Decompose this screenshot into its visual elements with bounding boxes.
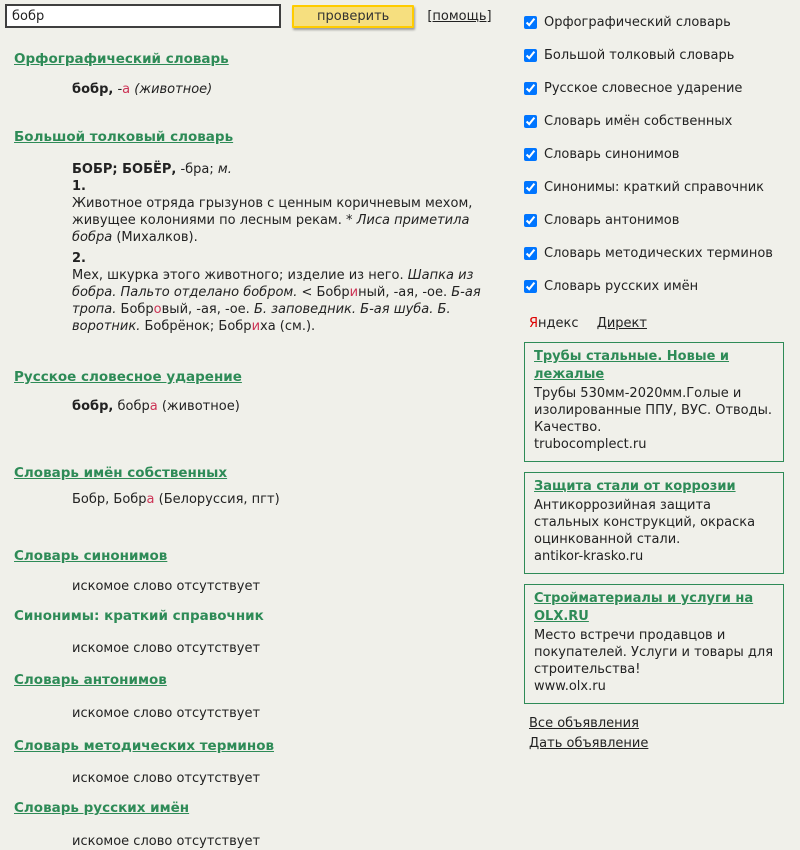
text-segment: искомое слово отсутствует <box>72 834 261 849</box>
checkbox-label[interactable]: Словарь антонимов <box>544 213 680 228</box>
dict-entry-not-found <box>72 640 512 657</box>
help-link[interactable]: [помощь] <box>427 8 492 24</box>
dict-option-methodical-terms <box>524 245 800 262</box>
text-segment: а <box>122 82 131 97</box>
dict-option-synonyms <box>524 146 800 163</box>
text-segment: Шапка из бобра. Пальто отделано бобром. <box>72 268 474 300</box>
text-segment: а <box>149 399 158 414</box>
dict-option-stress <box>524 80 800 97</box>
ad-title[interactable]: Трубы стальные. Новые и лежалые <box>534 349 730 382</box>
check-button[interactable]: проверить <box>292 5 414 28</box>
dict-checkbox-synonyms[interactable] <box>524 148 537 161</box>
checkbox-label[interactable]: Словарь методических терминов <box>544 246 773 261</box>
text-segment: вый, -ая, -ое. <box>161 302 254 317</box>
text-segment: Бобр, Бобр <box>72 492 147 507</box>
dict-checkbox-synonyms-brief[interactable] <box>524 181 537 194</box>
dict-entry <box>72 81 512 98</box>
text-segment: (Белоруссия, пгт) <box>154 492 280 507</box>
post-ad-link[interactable]: Дать объявление <box>529 736 649 751</box>
text-segment: а <box>146 492 155 507</box>
checkbox-label[interactable]: Словарь синонимов <box>544 147 680 162</box>
text-segment: < Бобр <box>297 285 350 300</box>
dict-checkbox-orthographic[interactable] <box>524 16 537 29</box>
dict-checkbox-methodical-terms[interactable] <box>524 247 537 260</box>
ad-card <box>524 584 784 704</box>
checkbox-label[interactable]: Словарь русских имён <box>544 279 699 294</box>
text-segment: бобр <box>113 399 150 414</box>
text-segment: БОБР; БОБЁР, <box>72 162 177 177</box>
text-segment: Б-ая тропа. <box>72 285 481 317</box>
dict-entry <box>72 491 512 508</box>
dict-option-explanatory <box>524 47 800 64</box>
section-title-synonyms-brief: Синонимы: краткий справочник <box>14 608 264 624</box>
text-segment: * Лиса приметила бобра <box>72 213 470 245</box>
yandex-logo-letter: Я <box>529 316 539 331</box>
text-segment: бобр, <box>72 82 114 97</box>
dict-checkbox-antonyms[interactable] <box>524 214 537 227</box>
text-segment: Мех, шкурка этого животного; изделие из него. <box>72 268 408 283</box>
ad-title[interactable]: Стройматериалы и услуги на OLX.RU <box>534 591 754 624</box>
dict-entry-sense-number <box>72 178 512 195</box>
dict-entry-definition <box>72 267 512 335</box>
dict-option-russian-names <box>524 278 800 295</box>
dict-entry-not-found <box>72 833 512 850</box>
text-segment: искомое слово отсутствует <box>72 579 261 594</box>
dict-entry-definition <box>72 195 512 246</box>
text-segment: 1. <box>72 179 86 194</box>
dict-entry-headword <box>72 161 512 178</box>
text-segment: -бра; <box>176 162 218 177</box>
ad-card <box>524 472 784 574</box>
yandex-logo <box>529 316 579 331</box>
text-segment: Бобр <box>116 302 154 317</box>
dict-entry-not-found <box>72 770 512 787</box>
yandex-direct-header <box>529 315 800 332</box>
dict-entry-sense-number <box>72 250 512 267</box>
dict-entry <box>72 398 512 415</box>
text-segment: - <box>113 82 123 97</box>
text-segment: ха (см.). <box>260 319 316 334</box>
text-segment: Б. заповедник. Б-ая шуба. Б. воротник. <box>72 302 451 334</box>
section-title-orthographic[interactable]: Орфографический словарь <box>14 51 229 67</box>
text-segment: бобр, <box>72 399 114 414</box>
checkbox-label[interactable]: Синонимы: краткий справочник <box>544 180 764 195</box>
dict-checkbox-stress[interactable] <box>524 82 537 95</box>
ad-title[interactable]: Защита стали от коррозии <box>534 479 736 494</box>
ad-body: Трубы 530мм-2020мм.Голые и изолированные ППУ, ВУС. Отводы. Качество. <box>534 386 773 435</box>
all-ads-link[interactable]: Все объявления <box>529 716 639 731</box>
text-segment: и <box>251 319 261 334</box>
ad-body: Антикоррозийная защита стальных конструкций, окраска оцинкованной стали. <box>534 498 756 547</box>
checkbox-label[interactable]: Большой толковый словарь <box>544 48 735 63</box>
text-segment: и <box>349 285 359 300</box>
checkbox-label[interactable]: Словарь имён собственных <box>544 114 733 129</box>
checkbox-label[interactable]: Русское словесное ударение <box>544 81 743 96</box>
section-title-proper-names[interactable]: Словарь имён собственных <box>14 465 228 481</box>
dict-checkbox-proper-names[interactable] <box>524 115 537 128</box>
section-title-synonyms[interactable]: Словарь синонимов <box>14 548 168 564</box>
text-segment: о <box>153 302 162 317</box>
dict-checkbox-explanatory[interactable] <box>524 49 537 62</box>
text-segment: искомое слово отсутствует <box>72 706 261 721</box>
text-segment: 2. <box>72 251 86 266</box>
ad-body: Место встречи продавцов и покупателей. Услуги и товары для строительства! <box>534 628 774 677</box>
ad-url: trubocomplect.ru <box>534 437 647 452</box>
dict-checkbox-russian-names[interactable] <box>524 280 537 293</box>
direct-link[interactable]: Директ <box>596 316 647 331</box>
text-segment: искомое слово отсутствует <box>72 771 261 786</box>
dict-option-orthographic <box>524 14 800 31</box>
ad-footer-links <box>529 714 800 754</box>
text-segment: ный, -ая, -ое. <box>358 285 452 300</box>
search-input[interactable] <box>5 4 281 28</box>
section-title-antonyms[interactable]: Словарь антонимов <box>14 672 167 688</box>
section-title-stress[interactable]: Русское словесное ударение <box>14 369 242 385</box>
section-title-methodical-terms[interactable]: Словарь методических терминов <box>14 738 275 754</box>
section-title-explanatory[interactable]: Большой толковый словарь <box>14 129 234 145</box>
text-segment: Бобрёнок; Бобр <box>140 319 252 334</box>
search-form <box>5 4 520 28</box>
checkbox-label[interactable]: Орфографический словарь <box>544 15 731 30</box>
ad-url: www.olx.ru <box>534 679 606 694</box>
text-segment: (животное) <box>134 82 213 97</box>
dict-option-antonyms <box>524 212 800 229</box>
yandex-logo-rest: ндекс <box>538 316 579 331</box>
ad-card <box>524 342 784 462</box>
text-segment: (Михалков). <box>112 230 198 245</box>
dict-entry-not-found <box>72 705 512 722</box>
sidebar-column <box>520 0 800 850</box>
ad-url: antikor-krasko.ru <box>534 549 644 564</box>
text-segment: (животное) <box>157 399 240 414</box>
text-segment: м. <box>217 162 232 177</box>
section-title-russian-names[interactable]: Словарь русских имён <box>14 800 190 816</box>
text-segment: искомое слово отсутствует <box>72 641 261 656</box>
dict-entry-not-found <box>72 578 512 595</box>
text-segment: Животное отряда грызунов с ценным коричневым мехом, живущее колониями по лесным рекам. <box>72 196 473 228</box>
dict-option-proper-names <box>524 113 800 130</box>
dict-option-synonyms-brief <box>524 179 800 196</box>
